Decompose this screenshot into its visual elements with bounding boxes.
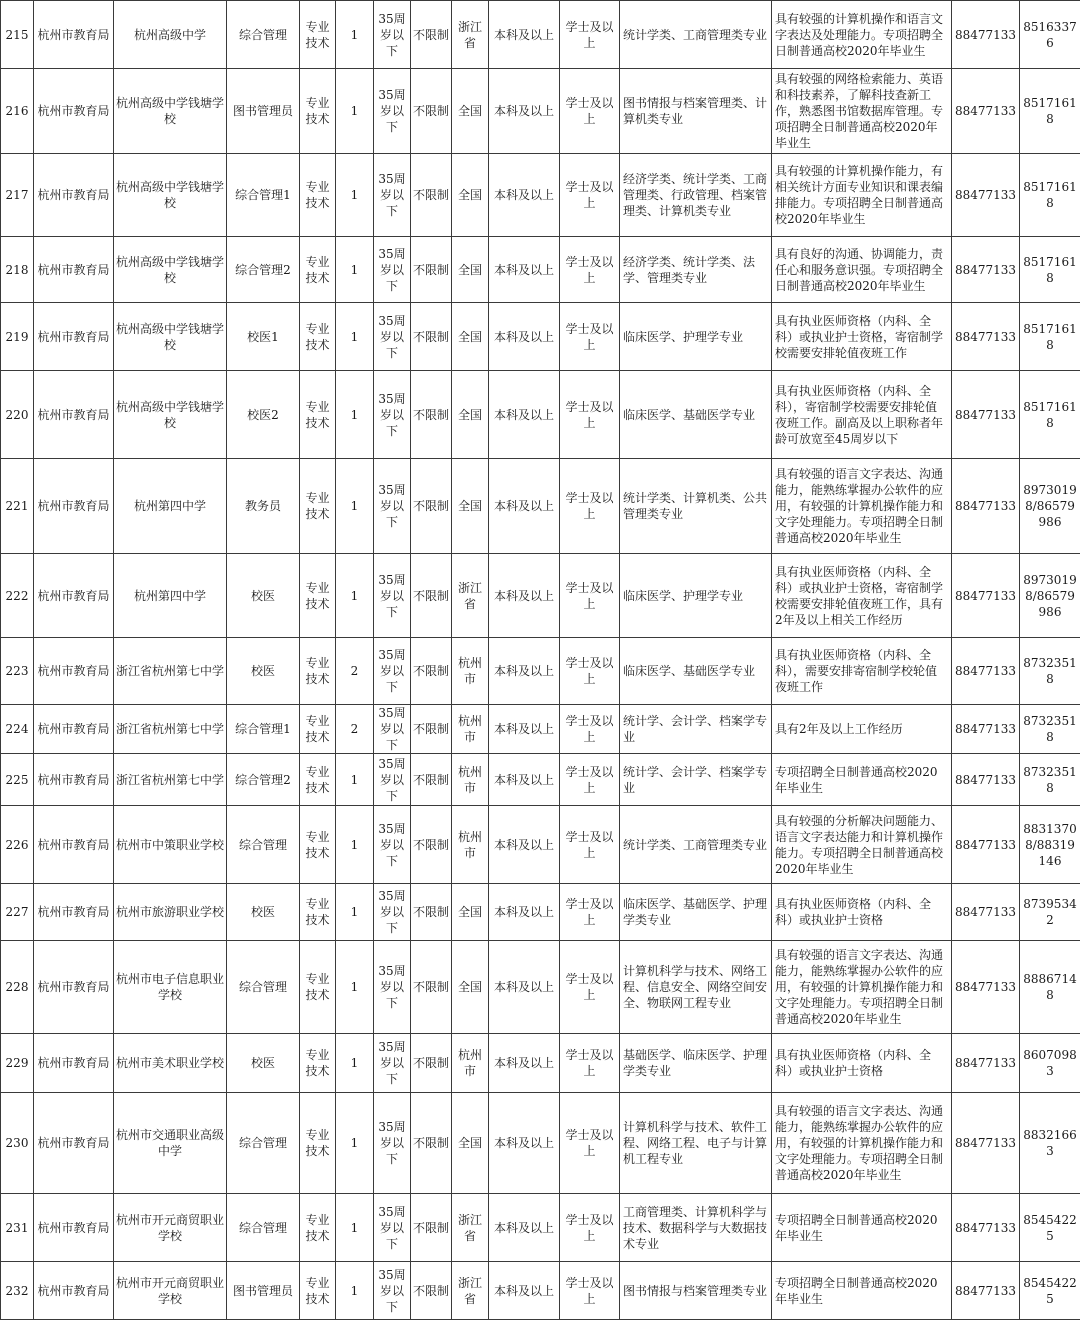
cell-household-limit: 不限制 [411, 459, 452, 554]
cell-education: 本科及以上 [489, 1034, 560, 1093]
cell-household-limit: 不限制 [411, 638, 452, 705]
table-row [1, 1, 1080, 69]
cell-headcount: 1 [336, 554, 374, 638]
table-row [1, 237, 1080, 303]
cell-position-name: 综合管理 [227, 1093, 300, 1194]
cell-serial-number: 226 [1, 806, 34, 884]
cell-recruiting-unit: 杭州高级中学钱塘学校 [114, 303, 227, 371]
cell-education: 本科及以上 [489, 705, 560, 754]
cell-position-type: 专业技术 [300, 371, 336, 459]
cell-serial-number: 215 [1, 1, 34, 69]
cell-serial-number: 223 [1, 638, 34, 705]
cell-major: 统计学类、计算机类、公共管理类专业 [620, 459, 772, 554]
cell-department: 杭州市教育局 [34, 69, 114, 154]
cell-major: 计算机科学与技术、网络工程、信息安全、网络空间安全、物联网工程专业 [620, 941, 772, 1034]
cell-age-limit: 35周岁以下 [374, 705, 411, 754]
cell-household-limit: 不限制 [411, 754, 452, 806]
table-row [1, 705, 1080, 754]
cell-recruit-scope: 全国 [452, 303, 489, 371]
cell-recruit-scope: 全国 [452, 1093, 489, 1194]
cell-degree: 学士及以上 [560, 941, 620, 1034]
cell-position-name: 综合管理 [227, 1194, 300, 1262]
cell-requirements: 具有2年及以上工作经历 [772, 705, 952, 754]
cell-major: 经济学类、统计学类、工商管理类、行政管理、档案管理类、计算机类专业 [620, 154, 772, 237]
cell-education: 本科及以上 [489, 303, 560, 371]
cell-position-type: 专业技术 [300, 69, 336, 154]
cell-recruiting-unit: 浙江省杭州第七中学 [114, 705, 227, 754]
cell-age-limit: 35周岁以下 [374, 941, 411, 1034]
cell-recruit-scope: 浙江省 [452, 1262, 489, 1320]
cell-degree: 学士及以上 [560, 371, 620, 459]
cell-recruit-scope: 全国 [452, 237, 489, 303]
cell-requirements: 专项招聘全日制普通高校2020年毕业生 [772, 1194, 952, 1262]
cell-recruiting-unit: 杭州高级中学钱塘学校 [114, 69, 227, 154]
cell-position-name: 校医 [227, 638, 300, 705]
cell-requirements: 具有较强的语言文字表达、沟通能力，能熟练掌握办公软件的应用，有较强的计算机操作能力和文字处理能力。专项招聘全日制普通高校2020年毕业生 [772, 459, 952, 554]
cell-major: 临床医学、基础医学、护理学类专业 [620, 884, 772, 941]
cell-department: 杭州市教育局 [34, 459, 114, 554]
cell-consult-phone: 88477133 [952, 237, 1020, 303]
cell-position-name: 校医 [227, 554, 300, 638]
cell-consult-phone: 88477133 [952, 884, 1020, 941]
cell-education: 本科及以上 [489, 459, 560, 554]
cell-department: 杭州市教育局 [34, 884, 114, 941]
cell-age-limit: 35周岁以下 [374, 554, 411, 638]
table-row [1, 303, 1080, 371]
cell-recruit-scope: 全国 [452, 69, 489, 154]
cell-requirements: 具有执业医师资格（内科、全科）或执业护士资格，寄宿制学校需要安排轮值夜班工作 [772, 303, 952, 371]
cell-recruiting-unit: 杭州市中策职业学校 [114, 806, 227, 884]
cell-recruit-scope: 浙江省 [452, 1194, 489, 1262]
cell-age-limit: 35周岁以下 [374, 237, 411, 303]
cell-household-limit: 不限制 [411, 705, 452, 754]
cell-household-limit: 不限制 [411, 1, 452, 69]
cell-unit-phone: 85171618 [1020, 371, 1080, 459]
cell-recruiting-unit: 杭州市开元商贸职业学校 [114, 1262, 227, 1320]
cell-consult-phone: 88477133 [952, 941, 1020, 1034]
cell-degree: 学士及以上 [560, 303, 620, 371]
cell-degree: 学士及以上 [560, 237, 620, 303]
cell-recruit-scope: 全国 [452, 371, 489, 459]
cell-recruit-scope: 杭州市 [452, 1034, 489, 1093]
table-row [1, 806, 1080, 884]
cell-position-name: 图书管理员 [227, 1262, 300, 1320]
cell-unit-phone: 85454225 [1020, 1194, 1080, 1262]
cell-education: 本科及以上 [489, 941, 560, 1034]
cell-household-limit: 不限制 [411, 554, 452, 638]
cell-headcount: 1 [336, 806, 374, 884]
cell-headcount: 1 [336, 69, 374, 154]
cell-major: 临床医学、基础医学专业 [620, 638, 772, 705]
cell-requirements: 具有执业医师资格（内科、全科），寄宿制学校需要安排轮值夜班工作。副高及以上职称者年龄可放宽至45周岁以下 [772, 371, 952, 459]
cell-recruit-scope: 浙江省 [452, 1, 489, 69]
cell-recruiting-unit: 杭州市交通职业高级中学 [114, 1093, 227, 1194]
cell-department: 杭州市教育局 [34, 154, 114, 237]
cell-household-limit: 不限制 [411, 884, 452, 941]
cell-requirements: 具有较强的网络检索能力、英语和科技素养，了解科技查新工作，熟悉图书馆数据库管理。专项招聘全日制普通高校2020年毕业生 [772, 69, 952, 154]
cell-recruiting-unit: 浙江省杭州第七中学 [114, 754, 227, 806]
cell-position-type: 专业技术 [300, 638, 336, 705]
cell-degree: 学士及以上 [560, 1194, 620, 1262]
cell-recruiting-unit: 杭州高级中学 [114, 1, 227, 69]
cell-requirements: 具有较强的语言文字表达、沟通能力，能熟练掌握办公软件的应用，有较强的计算机操作能力和文字处理能力。专项招聘全日制普通高校2020年毕业生 [772, 1093, 952, 1194]
cell-consult-phone: 88477133 [952, 754, 1020, 806]
cell-consult-phone: 88477133 [952, 705, 1020, 754]
cell-major: 工商管理类、计算机科学与技术、数据科学与大数据技术专业 [620, 1194, 772, 1262]
cell-department: 杭州市教育局 [34, 638, 114, 705]
cell-degree: 学士及以上 [560, 884, 620, 941]
cell-age-limit: 35周岁以下 [374, 1194, 411, 1262]
cell-position-type: 专业技术 [300, 705, 336, 754]
cell-requirements: 具有较强的分析解决问题能力、语言文字表达能力和计算机操作能力。专项招聘全日制普通高校2020年毕业生 [772, 806, 952, 884]
cell-age-limit: 35周岁以下 [374, 371, 411, 459]
cell-department: 杭州市教育局 [34, 303, 114, 371]
cell-unit-phone: 89730198/86579986 [1020, 459, 1080, 554]
table-row [1, 1034, 1080, 1093]
cell-recruiting-unit: 杭州高级中学钱塘学校 [114, 237, 227, 303]
cell-serial-number: 222 [1, 554, 34, 638]
cell-consult-phone: 88477133 [952, 154, 1020, 237]
cell-headcount: 1 [336, 1, 374, 69]
cell-recruiting-unit: 杭州第四中学 [114, 459, 227, 554]
cell-education: 本科及以上 [489, 154, 560, 237]
cell-requirements: 具有执业医师资格（内科、全科）或执业护士资格 [772, 1034, 952, 1093]
cell-age-limit: 35周岁以下 [374, 806, 411, 884]
cell-requirements: 专项招聘全日制普通高校2020年毕业生 [772, 1262, 952, 1320]
cell-headcount: 1 [336, 237, 374, 303]
cell-position-type: 专业技术 [300, 1, 336, 69]
cell-department: 杭州市教育局 [34, 1093, 114, 1194]
cell-consult-phone: 88477133 [952, 554, 1020, 638]
cell-unit-phone: 88313708/88319146 [1020, 806, 1080, 884]
cell-major: 统计学类、工商管理类专业 [620, 806, 772, 884]
cell-unit-phone: 86070983 [1020, 1034, 1080, 1093]
cell-major: 临床医学、护理学专业 [620, 303, 772, 371]
cell-position-name: 校医 [227, 1034, 300, 1093]
cell-position-name: 综合管理 [227, 941, 300, 1034]
cell-department: 杭州市教育局 [34, 1262, 114, 1320]
table-row [1, 1262, 1080, 1320]
table-row [1, 69, 1080, 154]
cell-position-type: 专业技术 [300, 884, 336, 941]
cell-unit-phone: 85171618 [1020, 154, 1080, 237]
cell-unit-phone: 87323518 [1020, 705, 1080, 754]
cell-requirements: 专项招聘全日制普通高校2020年毕业生 [772, 754, 952, 806]
cell-position-type: 专业技术 [300, 1034, 336, 1093]
cell-serial-number: 217 [1, 154, 34, 237]
cell-position-name: 图书管理员 [227, 69, 300, 154]
cell-household-limit: 不限制 [411, 1093, 452, 1194]
cell-major: 统计学类、工商管理类专业 [620, 1, 772, 69]
cell-major: 图书情报与档案管理类专业 [620, 1262, 772, 1320]
cell-education: 本科及以上 [489, 1093, 560, 1194]
cell-unit-phone: 85163376 [1020, 1, 1080, 69]
cell-department: 杭州市教育局 [34, 806, 114, 884]
cell-recruiting-unit: 杭州高级中学钱塘学校 [114, 371, 227, 459]
cell-department: 杭州市教育局 [34, 1, 114, 69]
cell-consult-phone: 88477133 [952, 1093, 1020, 1194]
cell-consult-phone: 88477133 [952, 1034, 1020, 1093]
cell-department: 杭州市教育局 [34, 554, 114, 638]
cell-position-name: 综合管理 [227, 1, 300, 69]
cell-headcount: 1 [336, 754, 374, 806]
cell-position-type: 专业技术 [300, 459, 336, 554]
cell-position-type: 专业技术 [300, 941, 336, 1034]
cell-recruit-scope: 杭州市 [452, 705, 489, 754]
cell-position-name: 校医 [227, 884, 300, 941]
table-row [1, 941, 1080, 1034]
cell-household-limit: 不限制 [411, 1034, 452, 1093]
cell-unit-phone: 88321663 [1020, 1093, 1080, 1194]
cell-recruit-scope: 全国 [452, 154, 489, 237]
cell-education: 本科及以上 [489, 69, 560, 154]
cell-recruit-scope: 杭州市 [452, 638, 489, 705]
cell-household-limit: 不限制 [411, 303, 452, 371]
cell-recruit-scope: 杭州市 [452, 806, 489, 884]
cell-degree: 学士及以上 [560, 554, 620, 638]
cell-position-type: 专业技术 [300, 554, 336, 638]
cell-age-limit: 35周岁以下 [374, 1262, 411, 1320]
cell-major: 统计学、会计学、档案学专业 [620, 754, 772, 806]
cell-serial-number: 228 [1, 941, 34, 1034]
cell-consult-phone: 88477133 [952, 303, 1020, 371]
cell-unit-phone: 87323518 [1020, 638, 1080, 705]
cell-education: 本科及以上 [489, 638, 560, 705]
cell-requirements: 具有执业医师资格（内科、全科），需要安排寄宿制学校轮值夜班工作 [772, 638, 952, 705]
cell-position-name: 教务员 [227, 459, 300, 554]
cell-department: 杭州市教育局 [34, 1034, 114, 1093]
cell-major: 临床医学、护理学专业 [620, 554, 772, 638]
cell-degree: 学士及以上 [560, 1034, 620, 1093]
cell-position-name: 综合管理 [227, 806, 300, 884]
cell-major: 经济学类、统计学类、法学、管理类专业 [620, 237, 772, 303]
cell-consult-phone: 88477133 [952, 371, 1020, 459]
table-row [1, 554, 1080, 638]
cell-consult-phone: 88477133 [952, 1194, 1020, 1262]
cell-recruiting-unit: 杭州市电子信息职业学校 [114, 941, 227, 1034]
cell-position-name: 综合管理2 [227, 237, 300, 303]
table-row [1, 1194, 1080, 1262]
cell-age-limit: 35周岁以下 [374, 1093, 411, 1194]
cell-serial-number: 231 [1, 1194, 34, 1262]
cell-requirements: 具有较强的计算机操作和语言文字表达及处理能力。专项招聘全日制普通高校2020年毕业生 [772, 1, 952, 69]
cell-unit-phone: 87395342 [1020, 884, 1080, 941]
cell-unit-phone: 85171618 [1020, 303, 1080, 371]
cell-headcount: 1 [336, 884, 374, 941]
cell-degree: 学士及以上 [560, 459, 620, 554]
cell-serial-number: 230 [1, 1093, 34, 1194]
cell-position-type: 专业技术 [300, 1262, 336, 1320]
cell-department: 杭州市教育局 [34, 754, 114, 806]
cell-degree: 学士及以上 [560, 1, 620, 69]
cell-degree: 学士及以上 [560, 638, 620, 705]
table-row [1, 884, 1080, 941]
cell-consult-phone: 88477133 [952, 806, 1020, 884]
cell-recruit-scope: 全国 [452, 884, 489, 941]
cell-serial-number: 218 [1, 237, 34, 303]
cell-headcount: 2 [336, 638, 374, 705]
cell-unit-phone: 88867148 [1020, 941, 1080, 1034]
cell-degree: 学士及以上 [560, 1262, 620, 1320]
cell-headcount: 1 [336, 1034, 374, 1093]
cell-unit-phone: 87323518 [1020, 754, 1080, 806]
cell-headcount: 1 [336, 941, 374, 1034]
cell-major: 临床医学、基础医学专业 [620, 371, 772, 459]
cell-education: 本科及以上 [489, 554, 560, 638]
cell-serial-number: 224 [1, 705, 34, 754]
cell-position-type: 专业技术 [300, 1194, 336, 1262]
cell-position-name: 校医1 [227, 303, 300, 371]
cell-position-name: 综合管理1 [227, 705, 300, 754]
cell-recruiting-unit: 杭州第四中学 [114, 554, 227, 638]
cell-age-limit: 35周岁以下 [374, 459, 411, 554]
cell-position-name: 综合管理2 [227, 754, 300, 806]
cell-major: 图书情报与档案管理类、计算机类专业 [620, 69, 772, 154]
cell-serial-number: 225 [1, 754, 34, 806]
cell-age-limit: 35周岁以下 [374, 1034, 411, 1093]
cell-requirements: 具有较强的语言文字表达、沟通能力，能熟练掌握办公软件的应用，有较强的计算机操作能力和文字处理能力。专项招聘全日制普通高校2020年毕业生 [772, 941, 952, 1034]
cell-serial-number: 229 [1, 1034, 34, 1093]
cell-household-limit: 不限制 [411, 806, 452, 884]
cell-position-type: 专业技术 [300, 154, 336, 237]
cell-unit-phone: 85171618 [1020, 237, 1080, 303]
cell-age-limit: 35周岁以下 [374, 1, 411, 69]
cell-education: 本科及以上 [489, 371, 560, 459]
cell-headcount: 1 [336, 1093, 374, 1194]
cell-position-type: 专业技术 [300, 237, 336, 303]
cell-recruiting-unit: 杭州高级中学钱塘学校 [114, 154, 227, 237]
cell-degree: 学士及以上 [560, 69, 620, 154]
cell-recruit-scope: 全国 [452, 459, 489, 554]
cell-major: 计算机科学与技术、软件工程、网络工程、电子与计算机工程专业 [620, 1093, 772, 1194]
cell-major: 统计学、会计学、档案学专业 [620, 705, 772, 754]
cell-education: 本科及以上 [489, 237, 560, 303]
cell-degree: 学士及以上 [560, 705, 620, 754]
cell-recruit-scope: 浙江省 [452, 554, 489, 638]
cell-recruit-scope: 全国 [452, 941, 489, 1034]
cell-education: 本科及以上 [489, 1194, 560, 1262]
cell-department: 杭州市教育局 [34, 705, 114, 754]
cell-requirements: 具有较强的计算机操作能力，有相关统计方面专业知识和课表编排能力。专项招聘全日制普通高校2020年毕业生 [772, 154, 952, 237]
cell-requirements: 具有执业医师资格（内科、全科）或执业护士资格，寄宿制学校需要安排轮值夜班工作，具有2年及以上相关工作经历 [772, 554, 952, 638]
cell-unit-phone: 89730198/86579986 [1020, 554, 1080, 638]
cell-consult-phone: 88477133 [952, 459, 1020, 554]
cell-position-name: 校医2 [227, 371, 300, 459]
cell-consult-phone: 88477133 [952, 638, 1020, 705]
cell-recruit-scope: 杭州市 [452, 754, 489, 806]
cell-serial-number: 219 [1, 303, 34, 371]
cell-department: 杭州市教育局 [34, 371, 114, 459]
cell-serial-number: 232 [1, 1262, 34, 1320]
table-row [1, 154, 1080, 237]
cell-degree: 学士及以上 [560, 806, 620, 884]
cell-serial-number: 220 [1, 371, 34, 459]
cell-position-type: 专业技术 [300, 303, 336, 371]
cell-requirements: 具有良好的沟通、协调能力，责任心和服务意识强。专项招聘全日制普通高校2020年毕业生 [772, 237, 952, 303]
cell-degree: 学士及以上 [560, 1093, 620, 1194]
cell-position-type: 专业技术 [300, 754, 336, 806]
cell-headcount: 1 [336, 154, 374, 237]
cell-age-limit: 35周岁以下 [374, 303, 411, 371]
cell-household-limit: 不限制 [411, 1194, 452, 1262]
cell-age-limit: 35周岁以下 [374, 638, 411, 705]
cell-major: 基础医学、临床医学、护理学类专业 [620, 1034, 772, 1093]
cell-consult-phone: 88477133 [952, 1, 1020, 69]
cell-consult-phone: 88477133 [952, 1262, 1020, 1320]
cell-serial-number: 221 [1, 459, 34, 554]
cell-position-type: 专业技术 [300, 1093, 336, 1194]
cell-education: 本科及以上 [489, 1, 560, 69]
cell-household-limit: 不限制 [411, 154, 452, 237]
cell-headcount: 1 [336, 459, 374, 554]
cell-department: 杭州市教育局 [34, 1194, 114, 1262]
cell-household-limit: 不限制 [411, 371, 452, 459]
cell-degree: 学士及以上 [560, 754, 620, 806]
cell-recruiting-unit: 浙江省杭州第七中学 [114, 638, 227, 705]
cell-headcount: 2 [336, 705, 374, 754]
cell-requirements: 具有执业医师资格（内科、全科）或执业护士资格 [772, 884, 952, 941]
cell-recruiting-unit: 杭州市旅游职业学校 [114, 884, 227, 941]
cell-unit-phone: 85171618 [1020, 69, 1080, 154]
table-row [1, 638, 1080, 705]
table-row [1, 459, 1080, 554]
cell-education: 本科及以上 [489, 884, 560, 941]
cell-serial-number: 216 [1, 69, 34, 154]
cell-headcount: 1 [336, 371, 374, 459]
cell-serial-number: 227 [1, 884, 34, 941]
cell-headcount: 1 [336, 1194, 374, 1262]
table-row [1, 371, 1080, 459]
cell-degree: 学士及以上 [560, 154, 620, 237]
cell-age-limit: 35周岁以下 [374, 69, 411, 154]
cell-headcount: 1 [336, 1262, 374, 1320]
table-row [1, 754, 1080, 806]
cell-education: 本科及以上 [489, 754, 560, 806]
cell-recruiting-unit: 杭州市开元商贸职业学校 [114, 1194, 227, 1262]
cell-household-limit: 不限制 [411, 1262, 452, 1320]
table-row [1, 1093, 1080, 1194]
cell-unit-phone: 85454225 [1020, 1262, 1080, 1320]
cell-position-type: 专业技术 [300, 806, 336, 884]
cell-department: 杭州市教育局 [34, 237, 114, 303]
cell-household-limit: 不限制 [411, 237, 452, 303]
cell-department: 杭州市教育局 [34, 941, 114, 1034]
cell-headcount: 1 [336, 303, 374, 371]
cell-household-limit: 不限制 [411, 941, 452, 1034]
cell-age-limit: 35周岁以下 [374, 754, 411, 806]
cell-education: 本科及以上 [489, 1262, 560, 1320]
cell-education: 本科及以上 [489, 806, 560, 884]
cell-age-limit: 35周岁以下 [374, 884, 411, 941]
cell-household-limit: 不限制 [411, 69, 452, 154]
cell-recruiting-unit: 杭州市美术职业学校 [114, 1034, 227, 1093]
cell-position-name: 综合管理1 [227, 154, 300, 237]
cell-age-limit: 35周岁以下 [374, 154, 411, 237]
cell-consult-phone: 88477133 [952, 69, 1020, 154]
